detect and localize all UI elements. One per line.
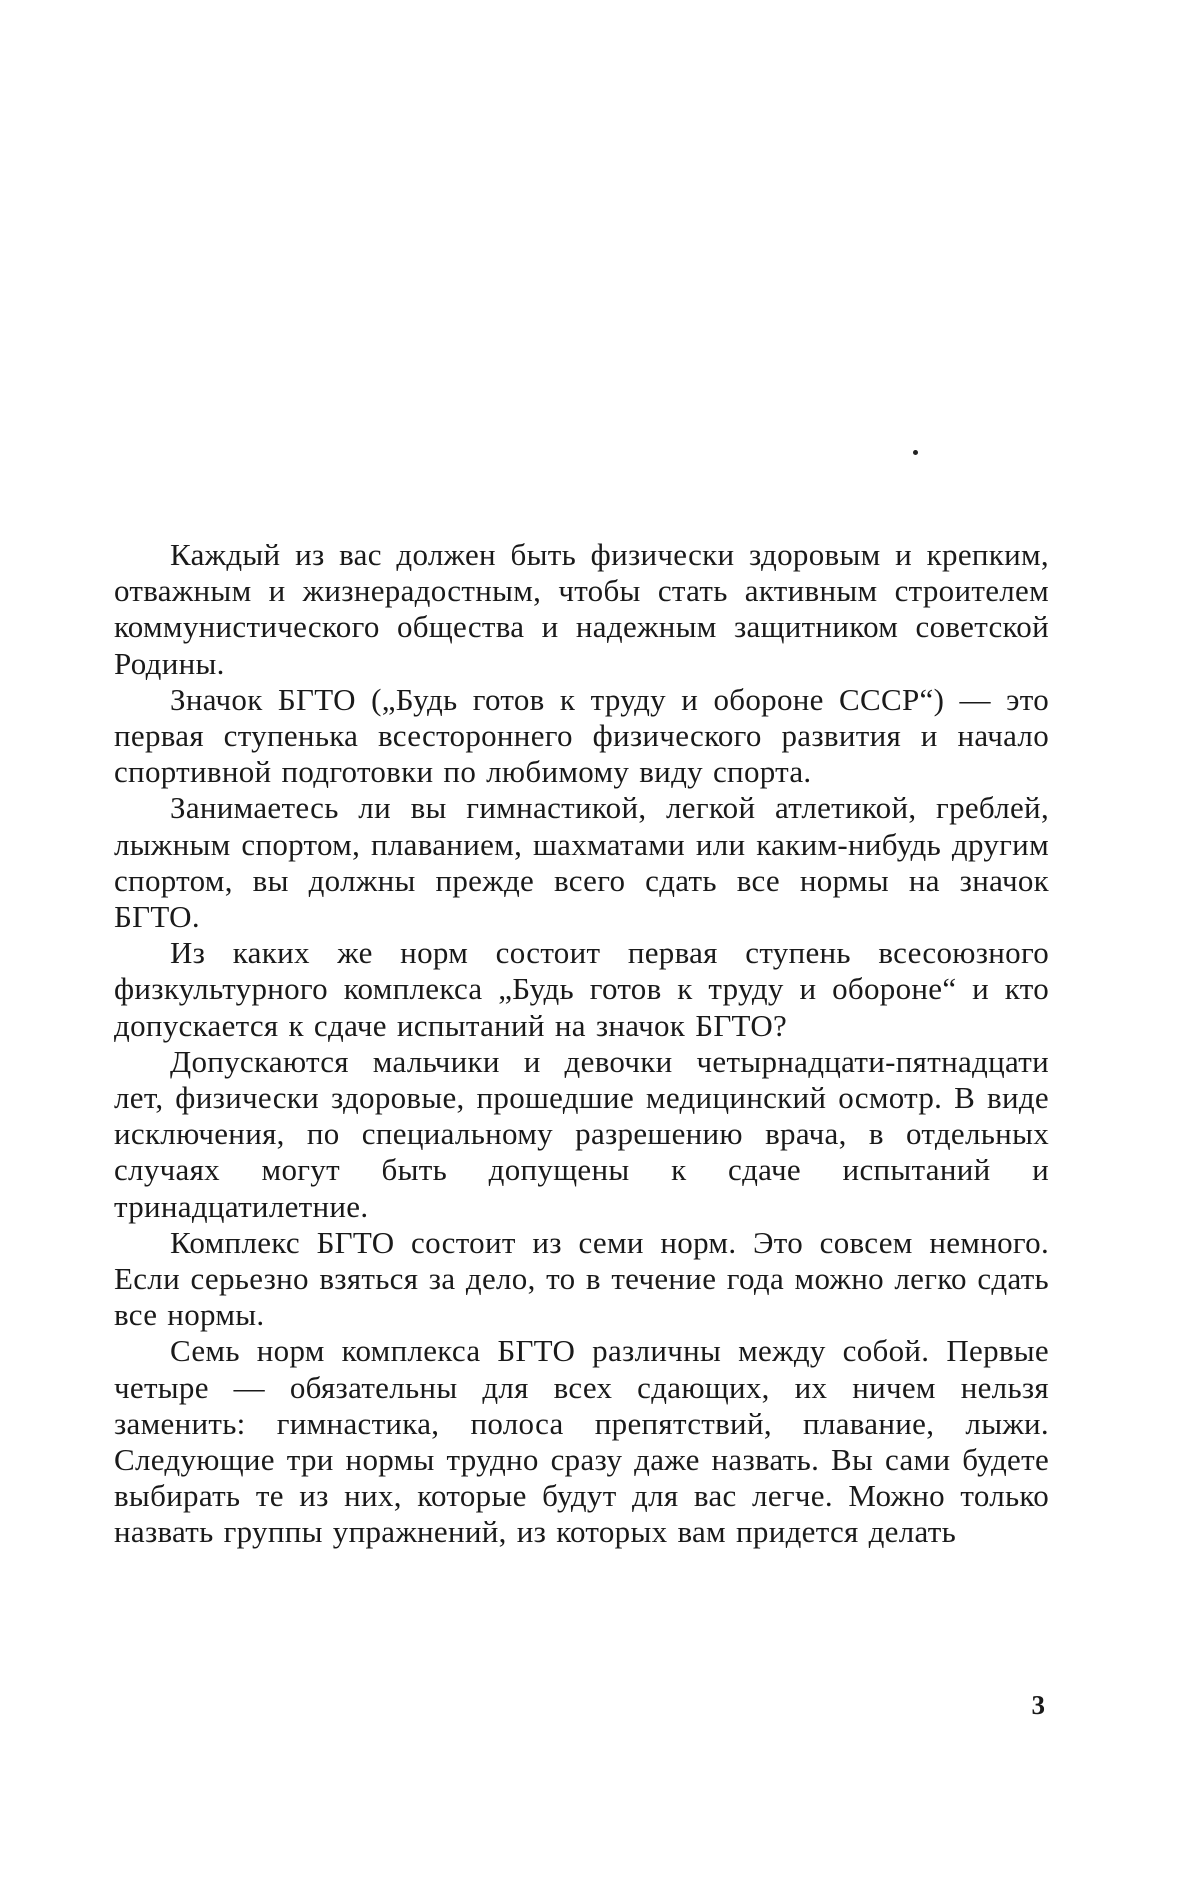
paragraph: Занимаетесь ли вы гимнастикой, легкой атлетикой, греблей, лыжным спортом, плаванием, шахматами или каким-нибудь другим спортом, вы должны прежде всего сдать все нормы на значок БГТО. (114, 790, 1049, 935)
paragraph: Комплекс БГТО состоит из семи норм. Это совсем немного. Если серьезно взяться за дело, то в течение года можно легко сдать все нормы. (114, 1224, 1049, 1333)
print-speck (913, 450, 918, 455)
paragraph: Семь норм комплекса БГТО различны между собой. Первые четыре — обязательны для всех сдающих, их ничем нельзя заменить: гимнастика, полоса препятствий, плавание, лыжи. Следующие три нормы трудно сразу даже назвать. Вы сами будете выбирать те из них, которые будут для вас легче. Можно только назвать группы упражнений, из которых вам придется делать (114, 1333, 1049, 1550)
paragraph: Из каких же норм состоит первая ступень всесоюзного физкультурного комплекса „Будь готов к труду и обороне“ и кто допускается к сдаче испытаний на значок БГТО? (114, 935, 1049, 1043)
page-number: 3 (1031, 1690, 1045, 1720)
paragraph: Допускаются мальчики и девочки четырнадцати-пятнадцати лет, физически здоровые, прошедшие медицинский осмотр. В виде исключения, по специальному разрешению врача, в отдельных случаях могут быть допущены к сдаче испытаний и тринадцатилетние. (114, 1043, 1049, 1224)
body-text (114, 537, 1049, 1551)
paragraph: Значок БГТО („Будь готов к труду и обороне СССР“) — это первая ступенька всестороннего физического развития и начало спортивной подготовки по любимому виду спорта. (114, 681, 1049, 790)
paragraph: Каждый из вас должен быть физически здоровым и крепким, отважным и жизнерадостным, чтобы стать активным строителем коммунистического общества и надежным защитником советской Родины. (114, 537, 1049, 681)
